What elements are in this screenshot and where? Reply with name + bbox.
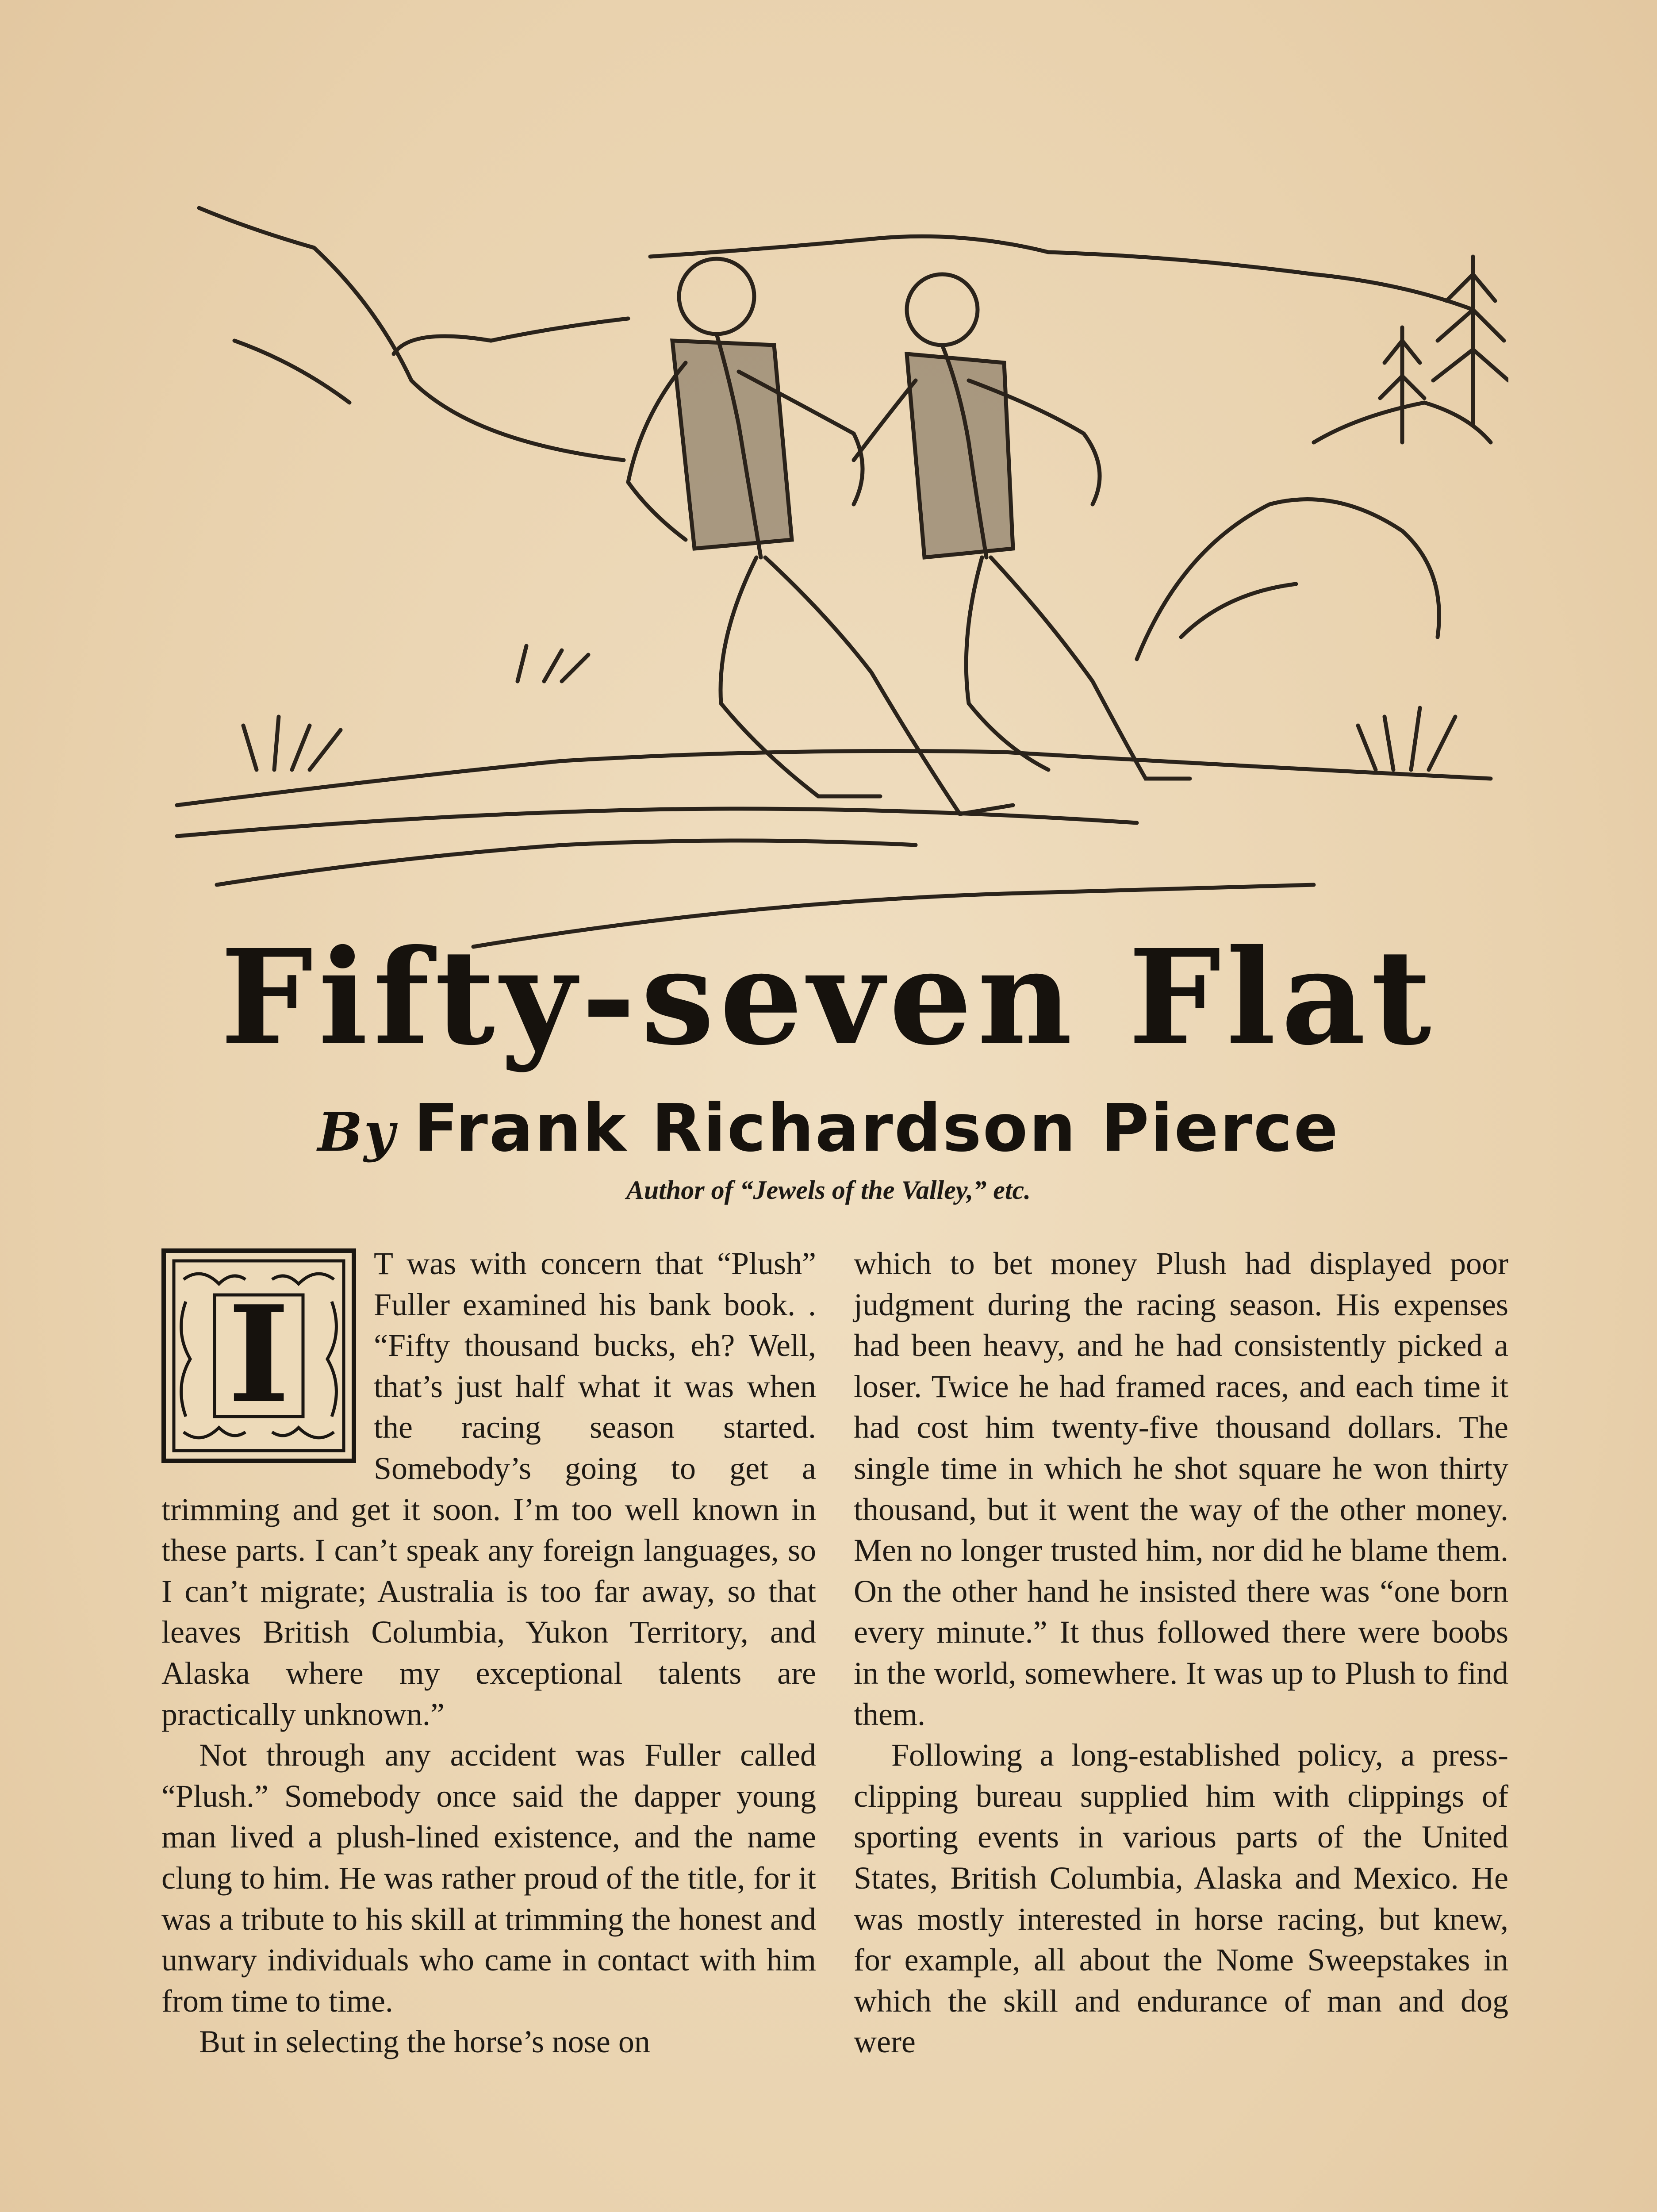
paragraph: T was with concern that “Plush” Fuller examined his bank book. . “Fifty thousand bucks, eh? Well, that’s just half what it was when the racing season started. Somebody’s going to get a trimming and get it soon. I’m too well known in these parts. I can’t speak any foreign languages, so I can’t migrate; Australia is too far away, so that leaves British Columbia, Yukon Territory, and Alaska where my exceptional talents are practically unknown.” <box>161 1246 816 1732</box>
paragraph: which to bet money Plush had displayed poor judgment during the racing season. His expenses had been heavy, and he had consistently picked a loser. Twice he had framed races, and each time it had cost him twenty-five thousand dollars. The single time in which he shot square he won thirty thousand, but it went the way of the other money. Men no longer trusted him, nor did he blame them. On the other hand he insisted there was “one born every minute.” It thus followed there were boobs in the world, somewhere. It was up to Plush to find them. <box>854 1246 1508 1732</box>
author-note: Author of “Jewels of the Valley,” etc. <box>626 1175 1031 1205</box>
paragraph: But in selecting the horse’s nose on <box>199 2024 650 2060</box>
two-runners-illustration <box>164 195 1508 991</box>
paragraph: Not through any accident was Fuller called “Plush.” Somebody once said the dapper young man lived a plush-lined existence, and the name clung to him. He was rather proud of the title, for it was a tribute to his skill at trimming the honest and unwary individuals who came in contact with him from time to time. <box>161 1737 816 2019</box>
drop-cap-box <box>161 1248 356 1463</box>
story-title: Fifty-seven Flat <box>220 921 1437 1074</box>
right-column <box>854 1243 1508 2062</box>
author-name: Frank Richardson Pierce <box>414 1090 1339 1166</box>
story-illustration <box>164 195 1508 991</box>
byline <box>0 1091 1657 1170</box>
drop-cap-letter: I <box>227 1276 290 1432</box>
paragraph: Following a long-established policy, a press-clipping bureau supplied him with clippings of sporting events in various parts of the United States, British Columbia, Alaska and Mexico. He was mostly interested in horse racing, but knew, for example, all about the Nome Sweepstakes in which the skill and endurance of man and dog were <box>854 1737 1508 2060</box>
byline-prefix: By <box>318 1101 396 1164</box>
left-column <box>161 1243 816 2062</box>
